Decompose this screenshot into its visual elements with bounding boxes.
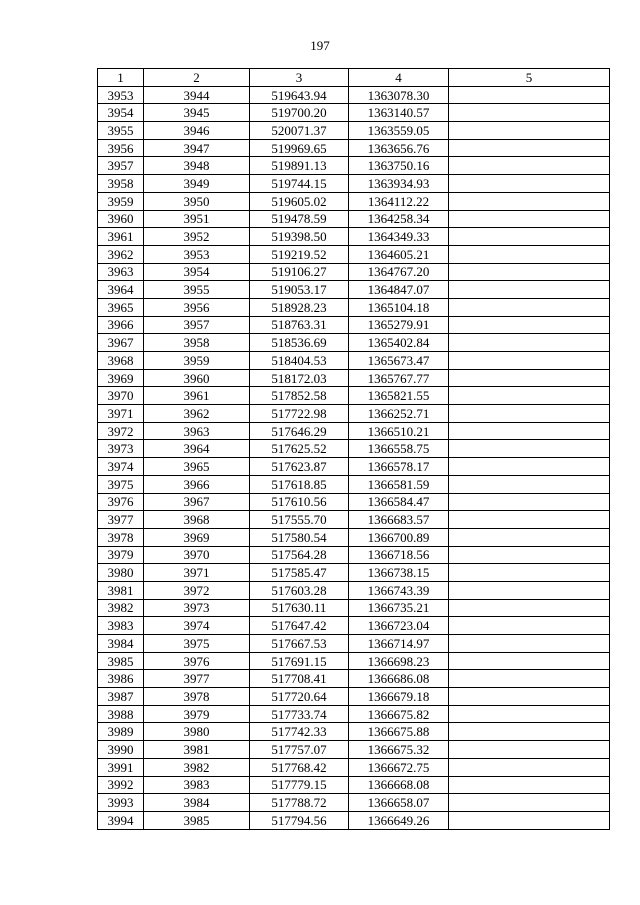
cell-point-number: 3972 (98, 422, 144, 440)
cell-point-number: 3962 (98, 245, 144, 263)
cell-y-coordinate: 1363750.16 (349, 157, 449, 175)
cell-boundary-point-number: 3949 (144, 175, 250, 193)
cell-point-number: 3986 (98, 670, 144, 688)
table-row (98, 599, 610, 617)
table-row (98, 157, 610, 175)
cell-note (449, 192, 610, 210)
cell-note (449, 228, 610, 246)
cell-point-number: 3992 (98, 776, 144, 794)
cell-boundary-point-number: 3948 (144, 157, 250, 175)
cell-note (449, 581, 610, 599)
cell-point-number: 3993 (98, 794, 144, 812)
cell-point-number: 3954 (98, 104, 144, 122)
cell-boundary-point-number: 3945 (144, 104, 250, 122)
cell-y-coordinate: 1366698.23 (349, 652, 449, 670)
table-row (98, 192, 610, 210)
table-row (98, 175, 610, 193)
table-row (98, 122, 610, 140)
cell-note (449, 298, 610, 316)
cell-boundary-point-number: 3956 (144, 298, 250, 316)
cell-point-number: 3957 (98, 157, 144, 175)
cell-boundary-point-number: 3977 (144, 670, 250, 688)
cell-note (449, 157, 610, 175)
cell-note (449, 776, 610, 794)
cell-note (449, 334, 610, 352)
table-row (98, 210, 610, 228)
cell-x-coordinate: 517757.07 (250, 741, 349, 759)
cell-note (449, 511, 610, 529)
cell-boundary-point-number: 3973 (144, 599, 250, 617)
cell-note (449, 352, 610, 370)
cell-y-coordinate: 1364349.33 (349, 228, 449, 246)
cell-y-coordinate: 1366672.75 (349, 758, 449, 776)
table-row (98, 776, 610, 794)
cell-boundary-point-number: 3944 (144, 86, 250, 104)
cell-point-number: 3978 (98, 528, 144, 546)
cell-y-coordinate: 1365104.18 (349, 298, 449, 316)
cell-boundary-point-number: 3980 (144, 723, 250, 741)
table-row (98, 281, 610, 299)
table-row (98, 228, 610, 246)
cell-boundary-point-number: 3975 (144, 635, 250, 653)
cell-x-coordinate: 519744.15 (250, 175, 349, 193)
cell-x-coordinate: 519106.27 (250, 263, 349, 281)
table-row (98, 564, 610, 582)
cell-y-coordinate: 1363559.05 (349, 122, 449, 140)
cell-x-coordinate: 519891.13 (250, 157, 349, 175)
table-body (98, 86, 610, 829)
cell-y-coordinate: 1366700.89 (349, 528, 449, 546)
cell-note (449, 741, 610, 759)
cell-y-coordinate: 1366581.59 (349, 475, 449, 493)
cell-point-number: 3967 (98, 334, 144, 352)
cell-note (449, 405, 610, 423)
cell-note (449, 175, 610, 193)
cell-point-number: 3959 (98, 192, 144, 210)
cell-y-coordinate: 1363078.30 (349, 86, 449, 104)
cell-boundary-point-number: 3960 (144, 369, 250, 387)
cell-note (449, 705, 610, 723)
cell-boundary-point-number: 3972 (144, 581, 250, 599)
cell-point-number: 3966 (98, 316, 144, 334)
cell-x-coordinate: 518404.53 (250, 352, 349, 370)
table-row (98, 652, 610, 670)
header-row (98, 69, 610, 87)
cell-x-coordinate: 519643.94 (250, 86, 349, 104)
cell-note (449, 723, 610, 741)
cell-y-coordinate: 1366718.56 (349, 546, 449, 564)
cell-note (449, 688, 610, 706)
cell-x-coordinate: 519398.50 (250, 228, 349, 246)
cell-note (449, 458, 610, 476)
cell-y-coordinate: 1363656.76 (349, 139, 449, 157)
table-row (98, 139, 610, 157)
cell-note (449, 794, 610, 812)
cell-note (449, 528, 610, 546)
table-row (98, 811, 610, 829)
table-row (98, 617, 610, 635)
table-row (98, 369, 610, 387)
cell-boundary-point-number: 3966 (144, 475, 250, 493)
cell-point-number: 3977 (98, 511, 144, 529)
cell-note (449, 493, 610, 511)
cell-x-coordinate: 519053.17 (250, 281, 349, 299)
cell-y-coordinate: 1366558.75 (349, 440, 449, 458)
cell-point-number: 3969 (98, 369, 144, 387)
cell-y-coordinate: 1366658.07 (349, 794, 449, 812)
cell-x-coordinate: 517720.64 (250, 688, 349, 706)
cell-x-coordinate: 517580.54 (250, 528, 349, 546)
cell-point-number: 3963 (98, 263, 144, 281)
cell-boundary-point-number: 3947 (144, 139, 250, 157)
cell-note (449, 122, 610, 140)
table-row (98, 528, 610, 546)
cell-x-coordinate: 519700.20 (250, 104, 349, 122)
cell-x-coordinate: 518763.31 (250, 316, 349, 334)
cell-point-number: 3976 (98, 493, 144, 511)
cell-point-number: 3968 (98, 352, 144, 370)
cell-boundary-point-number: 3984 (144, 794, 250, 812)
cell-y-coordinate: 1364112.22 (349, 192, 449, 210)
cell-y-coordinate: 1365279.91 (349, 316, 449, 334)
table-row (98, 581, 610, 599)
cell-note (449, 617, 610, 635)
cell-y-coordinate: 1364767.20 (349, 263, 449, 281)
coordinates-table (97, 68, 610, 830)
cell-x-coordinate: 517623.87 (250, 458, 349, 476)
cell-y-coordinate: 1366735.21 (349, 599, 449, 617)
cell-boundary-point-number: 3979 (144, 705, 250, 723)
cell-y-coordinate: 1365673.47 (349, 352, 449, 370)
cell-y-coordinate: 1366578.17 (349, 458, 449, 476)
cell-boundary-point-number: 3982 (144, 758, 250, 776)
cell-point-number: 3961 (98, 228, 144, 246)
cell-note (449, 670, 610, 688)
cell-y-coordinate: 1365767.77 (349, 369, 449, 387)
cell-boundary-point-number: 3965 (144, 458, 250, 476)
table-row (98, 511, 610, 529)
cell-x-coordinate: 520071.37 (250, 122, 349, 140)
cell-point-number: 3953 (98, 86, 144, 104)
cell-note (449, 564, 610, 582)
cell-point-number: 3974 (98, 458, 144, 476)
cell-x-coordinate: 517646.29 (250, 422, 349, 440)
cell-point-number: 3979 (98, 546, 144, 564)
cell-boundary-point-number: 3969 (144, 528, 250, 546)
cell-point-number: 3956 (98, 139, 144, 157)
cell-note (449, 422, 610, 440)
cell-boundary-point-number: 3978 (144, 688, 250, 706)
cell-boundary-point-number: 3981 (144, 741, 250, 759)
cell-point-number: 3955 (98, 122, 144, 140)
cell-point-number: 3958 (98, 175, 144, 193)
cell-boundary-point-number: 3968 (144, 511, 250, 529)
cell-x-coordinate: 518928.23 (250, 298, 349, 316)
cell-boundary-point-number: 3964 (144, 440, 250, 458)
cell-x-coordinate: 519969.65 (250, 139, 349, 157)
column-header-2: 2 (144, 69, 250, 87)
cell-x-coordinate: 517742.33 (250, 723, 349, 741)
cell-x-coordinate: 517768.42 (250, 758, 349, 776)
cell-boundary-point-number: 3959 (144, 352, 250, 370)
cell-y-coordinate: 1366679.18 (349, 688, 449, 706)
cell-boundary-point-number: 3983 (144, 776, 250, 794)
cell-x-coordinate: 519605.02 (250, 192, 349, 210)
cell-boundary-point-number: 3954 (144, 263, 250, 281)
cell-point-number: 3984 (98, 635, 144, 653)
table-row (98, 104, 610, 122)
cell-boundary-point-number: 3951 (144, 210, 250, 228)
cell-x-coordinate: 517691.15 (250, 652, 349, 670)
cell-boundary-point-number: 3963 (144, 422, 250, 440)
cell-boundary-point-number: 3985 (144, 811, 250, 829)
cell-point-number: 3982 (98, 599, 144, 617)
cell-x-coordinate: 518172.03 (250, 369, 349, 387)
cell-x-coordinate: 517630.11 (250, 599, 349, 617)
cell-note (449, 245, 610, 263)
table-row (98, 263, 610, 281)
cell-note (449, 811, 610, 829)
cell-point-number: 3975 (98, 475, 144, 493)
cell-boundary-point-number: 3976 (144, 652, 250, 670)
cell-point-number: 3960 (98, 210, 144, 228)
cell-y-coordinate: 1366686.08 (349, 670, 449, 688)
column-header-5: 5 (449, 69, 610, 87)
cell-note (449, 210, 610, 228)
cell-note (449, 475, 610, 493)
cell-y-coordinate: 1366675.88 (349, 723, 449, 741)
cell-point-number: 3994 (98, 811, 144, 829)
cell-point-number: 3973 (98, 440, 144, 458)
cell-note (449, 652, 610, 670)
cell-x-coordinate: 517852.58 (250, 387, 349, 405)
cell-y-coordinate: 1366743.39 (349, 581, 449, 599)
cell-y-coordinate: 1366584.47 (349, 493, 449, 511)
cell-y-coordinate: 1366510.21 (349, 422, 449, 440)
cell-x-coordinate: 517779.15 (250, 776, 349, 794)
table-row (98, 723, 610, 741)
cell-x-coordinate: 517788.72 (250, 794, 349, 812)
table-row (98, 493, 610, 511)
table-row (98, 794, 610, 812)
cell-y-coordinate: 1366668.08 (349, 776, 449, 794)
cell-point-number: 3990 (98, 741, 144, 759)
table-row (98, 475, 610, 493)
table-row (98, 86, 610, 104)
cell-x-coordinate: 517610.56 (250, 493, 349, 511)
cell-y-coordinate: 1366649.26 (349, 811, 449, 829)
cell-boundary-point-number: 3952 (144, 228, 250, 246)
cell-x-coordinate: 519219.52 (250, 245, 349, 263)
cell-note (449, 440, 610, 458)
table-row (98, 440, 610, 458)
cell-boundary-point-number: 3946 (144, 122, 250, 140)
cell-x-coordinate: 517555.70 (250, 511, 349, 529)
cell-x-coordinate: 517722.98 (250, 405, 349, 423)
cell-boundary-point-number: 3957 (144, 316, 250, 334)
cell-point-number: 3964 (98, 281, 144, 299)
cell-point-number: 3987 (98, 688, 144, 706)
cell-boundary-point-number: 3958 (144, 334, 250, 352)
cell-note (449, 369, 610, 387)
cell-boundary-point-number: 3974 (144, 617, 250, 635)
cell-y-coordinate: 1366683.57 (349, 511, 449, 529)
cell-x-coordinate: 517733.74 (250, 705, 349, 723)
cell-note (449, 599, 610, 617)
cell-note (449, 758, 610, 776)
table-row (98, 758, 610, 776)
cell-note (449, 316, 610, 334)
table-row (98, 670, 610, 688)
table-row (98, 298, 610, 316)
cell-note (449, 263, 610, 281)
cell-y-coordinate: 1364847.07 (349, 281, 449, 299)
cell-point-number: 3970 (98, 387, 144, 405)
cell-y-coordinate: 1366252.71 (349, 405, 449, 423)
cell-boundary-point-number: 3962 (144, 405, 250, 423)
cell-note (449, 139, 610, 157)
table-row (98, 458, 610, 476)
cell-y-coordinate: 1366675.82 (349, 705, 449, 723)
table-row (98, 422, 610, 440)
cell-x-coordinate: 517625.52 (250, 440, 349, 458)
cell-boundary-point-number: 3953 (144, 245, 250, 263)
table-row (98, 635, 610, 653)
cell-point-number: 3989 (98, 723, 144, 741)
cell-y-coordinate: 1363934.93 (349, 175, 449, 193)
cell-point-number: 3971 (98, 405, 144, 423)
table-row (98, 245, 610, 263)
table-row (98, 705, 610, 723)
table-header (98, 69, 610, 87)
cell-boundary-point-number: 3971 (144, 564, 250, 582)
cell-boundary-point-number: 3950 (144, 192, 250, 210)
page-number: 197 (310, 38, 330, 53)
column-header-3: 3 (250, 69, 349, 87)
table-row (98, 334, 610, 352)
cell-boundary-point-number: 3955 (144, 281, 250, 299)
cell-y-coordinate: 1365402.84 (349, 334, 449, 352)
cell-point-number: 3991 (98, 758, 144, 776)
cell-y-coordinate: 1366675.32 (349, 741, 449, 759)
cell-x-coordinate: 517708.41 (250, 670, 349, 688)
cell-note (449, 387, 610, 405)
table-row (98, 387, 610, 405)
cell-x-coordinate: 517564.28 (250, 546, 349, 564)
cell-x-coordinate: 518536.69 (250, 334, 349, 352)
cell-y-coordinate: 1366738.15 (349, 564, 449, 582)
cell-y-coordinate: 1364258.34 (349, 210, 449, 228)
table-row (98, 741, 610, 759)
cell-point-number: 3983 (98, 617, 144, 635)
cell-point-number: 3980 (98, 564, 144, 582)
cell-boundary-point-number: 3967 (144, 493, 250, 511)
table-row (98, 688, 610, 706)
cell-point-number: 3981 (98, 581, 144, 599)
cell-y-coordinate: 1363140.57 (349, 104, 449, 122)
cell-x-coordinate: 519478.59 (250, 210, 349, 228)
cell-x-coordinate: 517603.28 (250, 581, 349, 599)
cell-note (449, 281, 610, 299)
cell-note (449, 546, 610, 564)
cell-y-coordinate: 1366723.04 (349, 617, 449, 635)
table-row (98, 352, 610, 370)
cell-note (449, 635, 610, 653)
cell-point-number: 3965 (98, 298, 144, 316)
column-header-4: 4 (349, 69, 449, 87)
cell-point-number: 3988 (98, 705, 144, 723)
cell-x-coordinate: 517618.85 (250, 475, 349, 493)
cell-note (449, 86, 610, 104)
table-row (98, 546, 610, 564)
cell-x-coordinate: 517647.42 (250, 617, 349, 635)
cell-point-number: 3985 (98, 652, 144, 670)
cell-y-coordinate: 1365821.55 (349, 387, 449, 405)
cell-x-coordinate: 517794.56 (250, 811, 349, 829)
cell-note (449, 104, 610, 122)
cell-y-coordinate: 1364605.21 (349, 245, 449, 263)
table-row (98, 316, 610, 334)
cell-x-coordinate: 517585.47 (250, 564, 349, 582)
table-row (98, 405, 610, 423)
cell-y-coordinate: 1366714.97 (349, 635, 449, 653)
cell-x-coordinate: 517667.53 (250, 635, 349, 653)
cell-boundary-point-number: 3961 (144, 387, 250, 405)
column-header-1: 1 (98, 69, 144, 87)
cell-boundary-point-number: 3970 (144, 546, 250, 564)
